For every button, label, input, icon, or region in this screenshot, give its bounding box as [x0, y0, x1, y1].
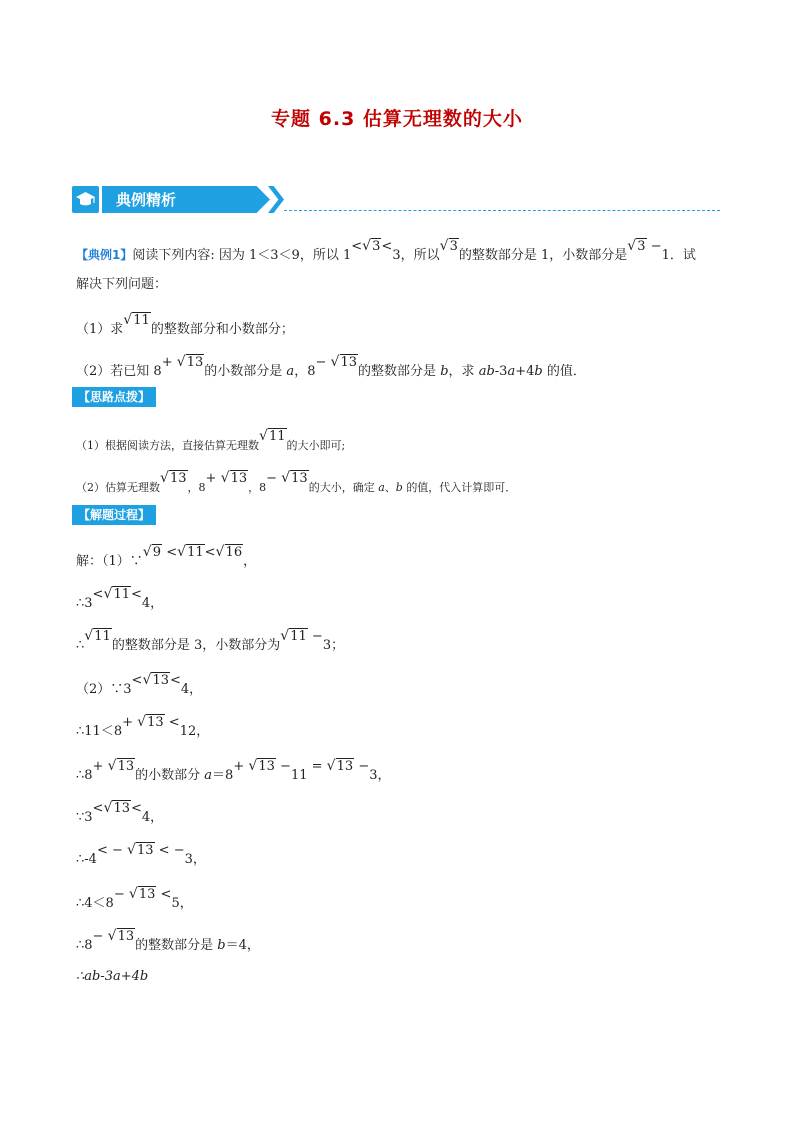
solution-step-4: （2）∵3<√ 13<4，: [76, 678, 202, 697]
example-intro-cont: 解决下列问题：: [76, 277, 168, 292]
solution-step-7: ∵3<√ 13<4，: [76, 806, 163, 825]
hint-label: 【思路点拨】: [72, 387, 156, 407]
solution-step-1: 解：（1）∵√ 9 <√ 11<√ 16，: [76, 550, 256, 569]
solution-step-9: ∴4＜8− √ 13 <5，: [76, 892, 193, 911]
dashed-divider: [284, 210, 720, 211]
solution-step-3: ∴√ 11的整数部分是 3，小数部分为√ 11 −3；: [76, 634, 344, 653]
example-tag: 【典例1】: [76, 248, 133, 262]
solution-step-10: ∴8− √ 13的整数部分是 b＝4，: [76, 934, 260, 953]
graduation-cap-icon: [72, 186, 99, 213]
hint-2: （2）估算无理数√ 13，8+ √ 13，8− √ 13的大小，确定 a、b 的值，代入计算即可．: [76, 479, 516, 495]
section-label: 典例精析: [116, 191, 177, 209]
solution-step-8: ∴-4< − √ 13 < −3，: [76, 848, 206, 867]
solution-label: 【解题过程】: [72, 505, 156, 525]
solution-step-11: ∴ab-3a+4b: [76, 969, 149, 984]
section-header: [72, 186, 720, 216]
solution-step-5: ∴11＜8+ √ 13 <12，: [76, 720, 209, 739]
hint-1: （1）根据阅读方法，直接估算无理数√ 11的大小即可;: [76, 437, 345, 453]
solution-step-2: ∴3<√ 11<4，: [76, 592, 163, 611]
chevron-right-icon: [268, 186, 284, 213]
page-title: 专题 6.3 估算无理数的大小: [271, 108, 523, 130]
solution-step-6: ∴8+ √ 13的小数部分 a＝8+ √ 13 −11 = √ 13 −3，: [76, 764, 391, 783]
question-2: （2）若已知 8+ √ 13的小数部分是 a，8− √ 13的整数部分是 b，求 ab-3a+4b 的值．: [76, 360, 586, 379]
example-intro: 【典例1】阅读下列内容: 因为 1＜3＜9，所以 1<√ 3<3，所以√ 3的整数部分是 1，小数部分是√ 3 −1．试: [76, 244, 696, 263]
question-1: （1）求√ 11的整数部分和小数部分；: [76, 318, 294, 337]
